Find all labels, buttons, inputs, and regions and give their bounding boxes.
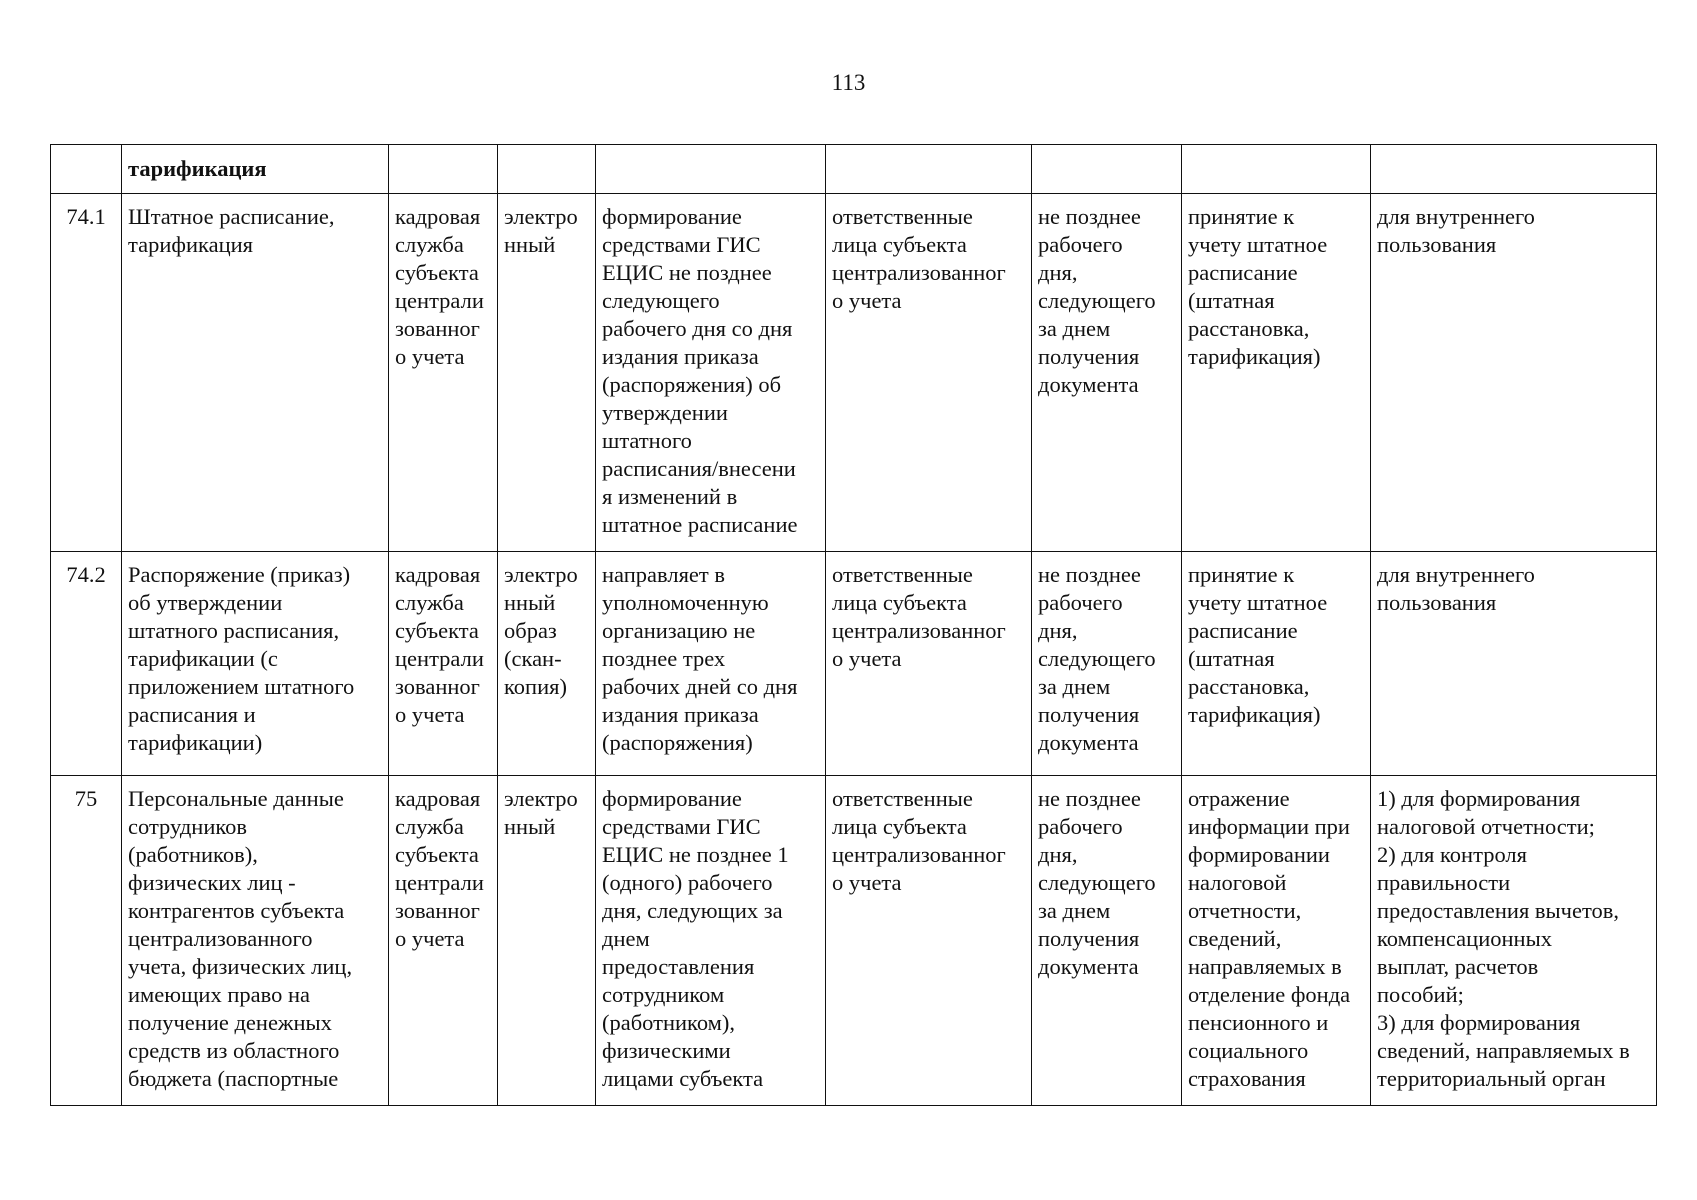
table-row-continuation bbox=[51, 145, 1657, 194]
table-row bbox=[51, 194, 1657, 552]
table-row bbox=[51, 552, 1657, 776]
cell-term: не позднее рабочего дня, следующего за днем получения документа bbox=[1032, 776, 1182, 1106]
cell-empty bbox=[596, 145, 826, 194]
cell-num bbox=[51, 145, 122, 194]
cell-term: не позднее рабочего дня, следующего за днем получения документа bbox=[1032, 194, 1182, 552]
cell-responsible: ответственные лица субъекта централизованног о учета bbox=[826, 552, 1032, 776]
cell-empty bbox=[1182, 145, 1371, 194]
table-row bbox=[51, 776, 1657, 1106]
cell-num: 74.2 bbox=[51, 552, 122, 776]
cell-action: принятие к учету штатное расписание (штатная расстановка, тарификация) bbox=[1182, 552, 1371, 776]
cell-responsible: ответственные лица субъекта централизованног о учета bbox=[826, 776, 1032, 1106]
cell-deadline: формирование средствами ГИС ЕЦИС не позднее следующего рабочего дня со дня издания приказа (распоряжения) об утверждении штатного расписания/внесени я изменений в штатное расписание bbox=[596, 194, 826, 552]
cell-purpose: 1) для формирования налоговой отчетности; 2) для контроля правильности предоставления вычетов, компенсационных выплат, расчетов пособий; 3) для формирования сведений, направляемых в территориальный орган bbox=[1371, 776, 1657, 1106]
cell-document: Персональные данные сотрудников (работников), физических лиц - контрагентов субъекта централизованного учета, физических лиц, имеющих право на получение денежных средств из областного бюджета (паспортные bbox=[122, 776, 389, 1106]
cell-purpose: для внутреннего пользования bbox=[1371, 194, 1657, 552]
cell-deadline: формирование средствами ГИС ЕЦИС не позднее 1 (одного) рабочего дня, следующих за днем предоставления сотрудником (работником), физическими лицами субъекта bbox=[596, 776, 826, 1106]
cell-term: не позднее рабочего дня, следующего за днем получения документа bbox=[1032, 552, 1182, 776]
cell-num: 75 bbox=[51, 776, 122, 1106]
page-number: 113 bbox=[831, 70, 866, 95]
cell-responsible: ответственные лица субъекта централизованног о учета bbox=[826, 194, 1032, 552]
cell-creator: кадровая служба субъекта централи зованног о учета bbox=[389, 776, 498, 1106]
cell-form: электро нный bbox=[498, 194, 596, 552]
cell-purpose: для внутреннего пользования bbox=[1371, 552, 1657, 776]
cell-deadline: направляет в уполномоченную организацию не позднее трех рабочих дней со дня издания приказа (распоряжения) bbox=[596, 552, 826, 776]
cell-document: Распоряжение (приказ) об утверждении штатного расписания, тарификации (с приложением штатного расписания и тарификации) bbox=[122, 552, 389, 776]
cell-creator: кадровая служба субъекта централи зованног о учета bbox=[389, 194, 498, 552]
cell-document: Штатное расписание, тарификация bbox=[122, 194, 389, 552]
cell-form: электро нный образ (скан- копия) bbox=[498, 552, 596, 776]
document-table bbox=[50, 144, 1657, 1106]
cell-empty bbox=[498, 145, 596, 194]
cell-continued-title: тарификация bbox=[122, 145, 389, 194]
cell-num: 74.1 bbox=[51, 194, 122, 552]
cell-form: электро нный bbox=[498, 776, 596, 1106]
cell-empty bbox=[1371, 145, 1657, 194]
cell-empty bbox=[389, 145, 498, 194]
cell-creator: кадровая служба субъекта централи зованног о учета bbox=[389, 552, 498, 776]
cell-action: отражение информации при формировании налоговой отчетности, сведений, направляемых в отделение фонда пенсионного и социального страхования bbox=[1182, 776, 1371, 1106]
cell-action: принятие к учету штатное расписание (штатная расстановка, тарификация) bbox=[1182, 194, 1371, 552]
cell-empty bbox=[826, 145, 1032, 194]
cell-empty bbox=[1032, 145, 1182, 194]
